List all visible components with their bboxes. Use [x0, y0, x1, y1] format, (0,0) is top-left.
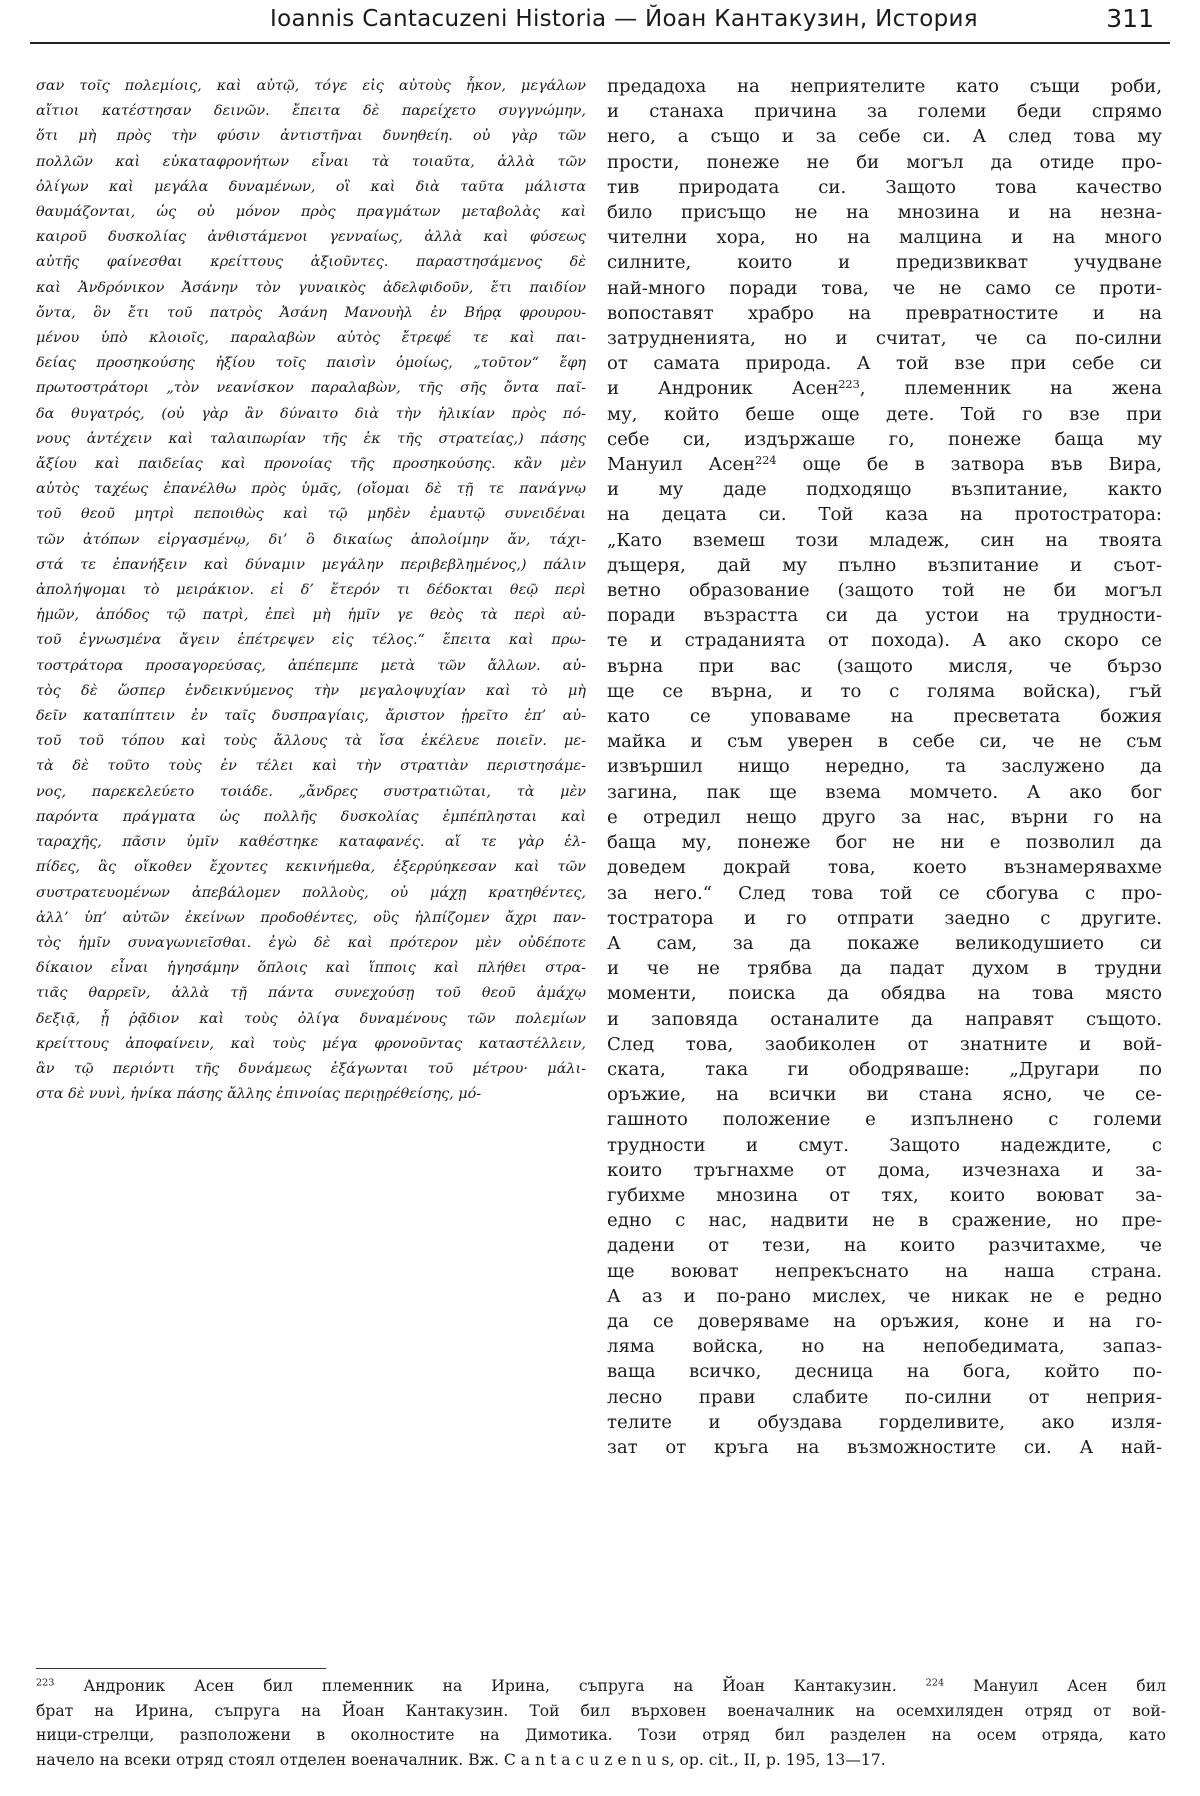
- bulgarian-text-column: [607, 74, 1162, 1460]
- bulgarian-line: ще воюват непрекъснато на наша страна.: [607, 1260, 1162, 1282]
- bulgarian-line: дадени от тези, на които разчитахме, че: [607, 1235, 1162, 1257]
- bulgarian-line: „Като вземеш този младеж, син на твоята: [607, 529, 1162, 551]
- greek-line: πίδες, ἃς οἴκοθεν ἔχοντες κεκινήμεθα, ἐξερρύηκεσαν καὶ τῶν: [36, 859, 586, 876]
- greek-line: τὰ δὲ τοῦτο τοὺς ἐν τέλει καὶ τὴν στρατιὰν περιστησάμε-: [36, 758, 586, 775]
- bulgarian-line: предадоха на неприятелите като същи роби,: [607, 76, 1162, 97]
- footnote-reference: 223: [838, 378, 860, 392]
- greek-line: ὄντα, ὃν ἔτι τοῦ πατρὸς Ἀσάνη Μανουὴλ ἐν Βήρᾳ φρουρου-: [36, 304, 586, 321]
- greek-line: δεξιᾷ, ᾗ ῥᾷδιον καὶ τοὺς ὀλίγα δυναμένους τῶν πολεμίων: [36, 1010, 586, 1027]
- bulgarian-line: които тръгнахме от дома, изчезнаха и за-: [607, 1159, 1162, 1181]
- greek-line: πρωτοστράτορι „τὸν νεανίσκον παραλαβὼν, τῆς σῆς ὄντα παῖ-: [36, 380, 586, 397]
- bulgarian-line: и станаха причина за големи беди спрямо: [607, 101, 1162, 123]
- bulgarian-line: върна при вас (защото мисля, че бързо: [607, 655, 1162, 677]
- bulgarian-line: [607, 452, 1162, 477]
- bulgarian-line: като се уповаваме на пресветата божия: [607, 706, 1162, 728]
- bulgarian-line: него, а също и за себе си. А след това му: [607, 126, 1162, 148]
- footnote-rule: [36, 1668, 326, 1669]
- bulgarian-line: те и страданията от похода). А ако скоро се: [607, 630, 1162, 652]
- greek-line: τὸς ἡμῖν συναγωνιεῖσθαι. ἐγὼ δὲ καὶ πρότερον μὲν οὐδέποτε: [36, 934, 586, 951]
- greek-line: τῶν ἀτόπων εἰργασμένῳ, δι’ ὃ δικαίως ἀπολοίμην ἄν, τάχι-: [36, 531, 586, 548]
- bulgarian-line: След това, заобиколен от знатните и вой-: [607, 1033, 1162, 1055]
- greek-line: ἀπολήψομαι τὸ μειράκιον. εἰ δ’ ἕτερόν τι δέδοκται θεῷ περὶ: [36, 582, 586, 599]
- bulgarian-line: силните, които и предизвикват учудване: [607, 252, 1162, 274]
- greek-text-column: [36, 74, 586, 1107]
- bulgarian-line: едно с нас, надвити не в сражение, но пре-: [607, 1210, 1162, 1232]
- bulgarian-line: губихме мнозина от тях, които воюват за-: [607, 1184, 1162, 1206]
- header-title: Ioannis Cantacuzeni Historia — Йоан Кантакузин, История: [270, 6, 978, 32]
- bulgarian-line: извършил нищо нередно, та заслужено да: [607, 756, 1162, 778]
- bulgarian-line: ската, така ги ободряваше: „Другари по: [607, 1058, 1162, 1080]
- greek-line: σαν τοῖς πολεμίοις, καὶ αὐτῷ, τόγε εἰς αὐτοὺς ἧκον, μεγάλων: [36, 78, 586, 94]
- greek-line: τιᾶς θαρρεῖν, ἀλλὰ τῇ πάντα συνεχούσῃ τοῦ θεοῦ ἀμάχῳ: [36, 985, 586, 1002]
- bulgarian-line: трудности и смут. Защото надеждите, с: [607, 1134, 1162, 1156]
- bulgarian-line: майка и съм уверен в себе си, че не съм: [607, 731, 1162, 753]
- bulgarian-line: гашното положение е изпълнено с големи: [607, 1109, 1162, 1131]
- bulgarian-line: за него.“ След това той се сбогува с про-: [607, 882, 1162, 904]
- greek-line: δίκαιον εἶναι ἡγησάμην ὅπλοις καὶ ἵπποις καὶ πλήθει στρα-: [36, 960, 586, 977]
- footnote-line: [36, 1674, 1166, 1699]
- footnote-reference: 224: [755, 453, 777, 467]
- footnote-text: Андроник Асен бил племенник на Ирина, съпруга на Йоан Кантакузин.: [54, 1677, 926, 1695]
- footnote-line: брат на Ирина, съпруга на Йоан Кантакузин. Той бил върховен военачалник на осемхиляден отряд от вой-: [36, 1701, 1166, 1720]
- greek-line: ὅτι μὴ πρὸς τὴν φύσιν ἀντιστῆναι δυνηθείη. οὐ γὰρ τῶν: [36, 128, 586, 145]
- bulgarian-line: зат от кръга на възможностите си. А най-: [607, 1436, 1162, 1458]
- bulgarian-line: загина, пак ще взема момчето. А ако бог: [607, 781, 1162, 803]
- bulgarian-line: и че не трябва да падат духом в трудни: [607, 958, 1162, 980]
- bulgarian-line: доведем докрай това, което възнамерявахме: [607, 857, 1162, 879]
- greek-line: κρείττους ἀποφαίνειν, καὶ τοὺς μέγα φρονοῦντας καταστέλλειν,: [36, 1035, 586, 1052]
- bulgarian-line: баща му, понеже бог не ни е позволил да: [607, 832, 1162, 854]
- bulgarian-line: А аз и по-рано мислех, че никак не е редно: [607, 1285, 1162, 1307]
- greek-line: αἴτιοι κατέστησαν δεινῶν. ἔπειτα δὲ παρείχετο συγγνώμην,: [36, 103, 586, 120]
- greek-line: τοῦ θεοῦ μητρὶ πεποιθὼς καὶ τῷ μηδὲν ἐμαυτῷ συνειδέναι: [36, 506, 586, 523]
- footnote-line: начело на всеки отряд стоял отделен военачалник. Вж. C a n t a c u z e n u s, op. cit., II, p. 195, 13—17.: [36, 1750, 886, 1769]
- bulgarian-line: и му даде подходящо възпитание, както: [607, 479, 1162, 501]
- bulgarian-line: чителни хора, но на малцина и на много: [607, 227, 1162, 249]
- bulgarian-line: лесно прави слабите по-силни от неприя-: [607, 1386, 1162, 1408]
- bulgarian-line: тив природата си. Защото това качество: [607, 176, 1162, 198]
- bulgarian-line-text: още бе в затвора във Вира,: [776, 454, 1162, 476]
- footnote-number: 223: [36, 1677, 55, 1689]
- greek-line: δα θυγατρός, (οὐ γὰρ ἂν δύναιτο διὰ τὴν ἡλικίαν πρὸς πό-: [36, 405, 586, 422]
- bulgarian-line: себе си, издържаше го, понеже баща му: [607, 428, 1162, 450]
- bulgarian-line: на децата си. Той каза на протостратора:: [607, 504, 1162, 526]
- footnote-number: 224: [925, 1677, 945, 1689]
- bulgarian-line: ветно образование (защото той не би могъл: [607, 580, 1162, 602]
- greek-line: τοστράτορα προσαγορεύσας, ἀπέπεμπε μετὰ τῶν ἄλλων. αὐ-: [36, 657, 586, 674]
- bulgarian-line: вопоставят храбро на превратностите и на: [607, 302, 1162, 324]
- bulgarian-line: дъщеря, дай му пълно възпитание и съот-: [607, 554, 1162, 576]
- greek-line: θαυμάζονται, ὡς οὐ μόνον πρὸς πραγμάτων μεταβολὰς καὶ: [36, 204, 586, 221]
- bulgarian-line: затрудненията, но и считат, че са по-силни: [607, 328, 1162, 350]
- greek-line: ἡμῶν, ἀπόδος τῷ πατρὶ, ἐπεὶ μὴ ἡμῖν γε θεὸς τὰ περὶ αὐ-: [36, 607, 586, 624]
- bulgarian-line: прости, понеже не би могъл да отиде про-: [607, 151, 1162, 173]
- bulgarian-line: моменти, поиска да обядва на това място: [607, 983, 1162, 1005]
- footnote-line: ници-стрелци, разположени в околностите на Димотика. Този отряд бил разделен на осем отряда, като: [36, 1726, 1166, 1744]
- page-number: 311: [1106, 4, 1154, 33]
- greek-line: ἂν τῷ περιόντι τῆς δυνάμεως ἐξάγωνται τοῦ μέτρου· μάλι-: [36, 1060, 586, 1077]
- greek-line: ἀλλ’ ὑπ’ αὐτῶν ἐκείνων προδοθέντες, οὓς ἠλπίζομεν ἄχρι παν-: [36, 909, 586, 926]
- greek-line: ταραχῆς, πᾶσιν ὑμῖν καθέστηκε καταφανές. αἵ τε γὰρ ἐλ-: [36, 834, 586, 851]
- greek-line: καὶ Ἀνδρόνικον Ἀσάνην τὸν γυναικὸς ἀδελφιδοῦν, ἔτι παιδίον: [36, 279, 586, 296]
- bulgarian-line: тостратора и го отпрати заедно с другите.: [607, 907, 1162, 929]
- greek-line: τοῦ τοῦ τόπου καὶ τοὺς ἄλλους τὰ ἴσα ἐκέλευε ποιεῖν. με-: [36, 733, 586, 750]
- bulgarian-line: А сам, за да покаже великодушието си: [607, 932, 1162, 954]
- bulgarian-line: е отредил нещо друго за нас, върни го на: [607, 806, 1162, 828]
- bulgarian-line-text: Мануил Асен: [607, 454, 756, 476]
- footnote-text: Мануил Асен бил: [944, 1677, 1166, 1695]
- footnotes: [36, 1674, 1166, 1772]
- bulgarian-line: [607, 376, 1162, 401]
- bulgarian-line: оръжие, на всички ви стана ясно, че се-: [607, 1084, 1162, 1106]
- bulgarian-line: поради възрастта си да устои на трудности-: [607, 605, 1162, 627]
- greek-line: ὀλίγων καὶ μεγάλα δυναμένων, οἳ καὶ διὰ ταῦτα μάλιστα: [36, 178, 586, 195]
- greek-line: συστρατευομένων ἀπεβάλομεν πολλοὺς, οὐ μάχῃ κρατηθέντες,: [36, 884, 586, 901]
- greek-line: δεῖν καταπίπτειν ἐν ταῖς δυσπραγίαις, ἄριστον ᾑρεῖτο ἐπ’ αὐ-: [36, 708, 586, 725]
- greek-line: μένου ὑπὸ κλοιοῖς, παραλαβὼν αὐτὸς ἔτρεφέ τε καὶ παι-: [36, 330, 586, 347]
- bulgarian-line: от самата природа. А той взе при себе си: [607, 353, 1162, 375]
- bulgarian-line: ляма войска, но на непобедимата, запаз-: [607, 1336, 1162, 1358]
- bulgarian-line: ваща всичко, десница на бога, който по-: [607, 1361, 1162, 1383]
- bulgarian-line: телите и обуздава горделивите, ако изля-: [607, 1411, 1162, 1433]
- header-rule: [30, 42, 1170, 44]
- greek-line: καιροῦ δυσκολίας ἀνθιστάμενοι γενναίως, ἀλλὰ καὶ φύσεως: [36, 229, 586, 246]
- bulgarian-line: ще се върна, и то с голяма войска), гъй: [607, 680, 1162, 702]
- greek-line: τὸς δὲ ὥσπερ ἐνδεικνύμενος τὴν μεγαλοψυχίαν καὶ τὸ μὴ: [36, 682, 586, 699]
- bulgarian-line: било присъщо не на мнозина и на незна-: [607, 202, 1162, 224]
- greek-line: στα δὲ νυνὶ, ἡνίκα πάσης ἄλλης ἐπινοίας περιῃρέθείσης, μό-: [36, 1086, 482, 1103]
- running-header: [30, 2, 1170, 42]
- greek-line: νος, παρεκελεύετο τοιάδε. „ἄνδρες συστρατιῶται, τὰ μὲν: [36, 783, 586, 800]
- greek-line: δείας προσηκούσης ἠξίου τοῖς παισὶν ὁμοίως, „τοῦτον“ ἔφη: [36, 355, 586, 372]
- bulgarian-line: най-много поради това, че не само се проти-: [607, 277, 1162, 299]
- greek-line: παρόντα πράγματα ὡς πολλῆς δυσκολίας ἐμπέπλησται καὶ: [36, 808, 586, 825]
- bulgarian-line: да се доверяваме на оръжия, коне и на го-: [607, 1310, 1162, 1332]
- bulgarian-line: и заповядa останалите да направят същото.: [607, 1008, 1162, 1030]
- greek-line: νους ἀντέχειν καὶ ταλαιπωρίαν τῆς ἐκ τῆς στρατείας,) πάσης: [36, 430, 586, 447]
- greek-line: αὐτὸς ταχέως ἐπανέλθω πρὸς ὑμᾶς, (οἴομαι δὲ τῇ τε πανάγνῳ: [36, 481, 586, 498]
- bulgarian-line-text: , племенник на жена: [859, 378, 1162, 400]
- bulgarian-line: му, който беше още дете. Той го взе при: [607, 403, 1162, 425]
- greek-line: στά τε ἐπανήξειν καὶ δύναμιν μεγάλην περιβεβλημένος,) πάλιν: [36, 556, 586, 573]
- greek-line: τοῦ ἐγνωσμένα ἄγειν ἐπέτρεψεν εἰς τέλος.“ ἔπειτα καὶ πρω-: [36, 632, 586, 649]
- bulgarian-line-text: и Андроник Асен: [607, 378, 839, 400]
- greek-line: αὐτῆς φαίνεσθαι κρείττους ἀξιοῦντες. παραστησάμενος δὲ: [36, 254, 586, 271]
- greek-line: ἄξίου καὶ παιδείας καὶ προνοίας τῆς προσηκούσης. κἂν μὲν: [36, 456, 586, 473]
- greek-line: πολλῶν καὶ εὐκαταφρονήτων εἶναι τὰ τοιαῦτα, ἀλλὰ τῶν: [36, 153, 586, 170]
